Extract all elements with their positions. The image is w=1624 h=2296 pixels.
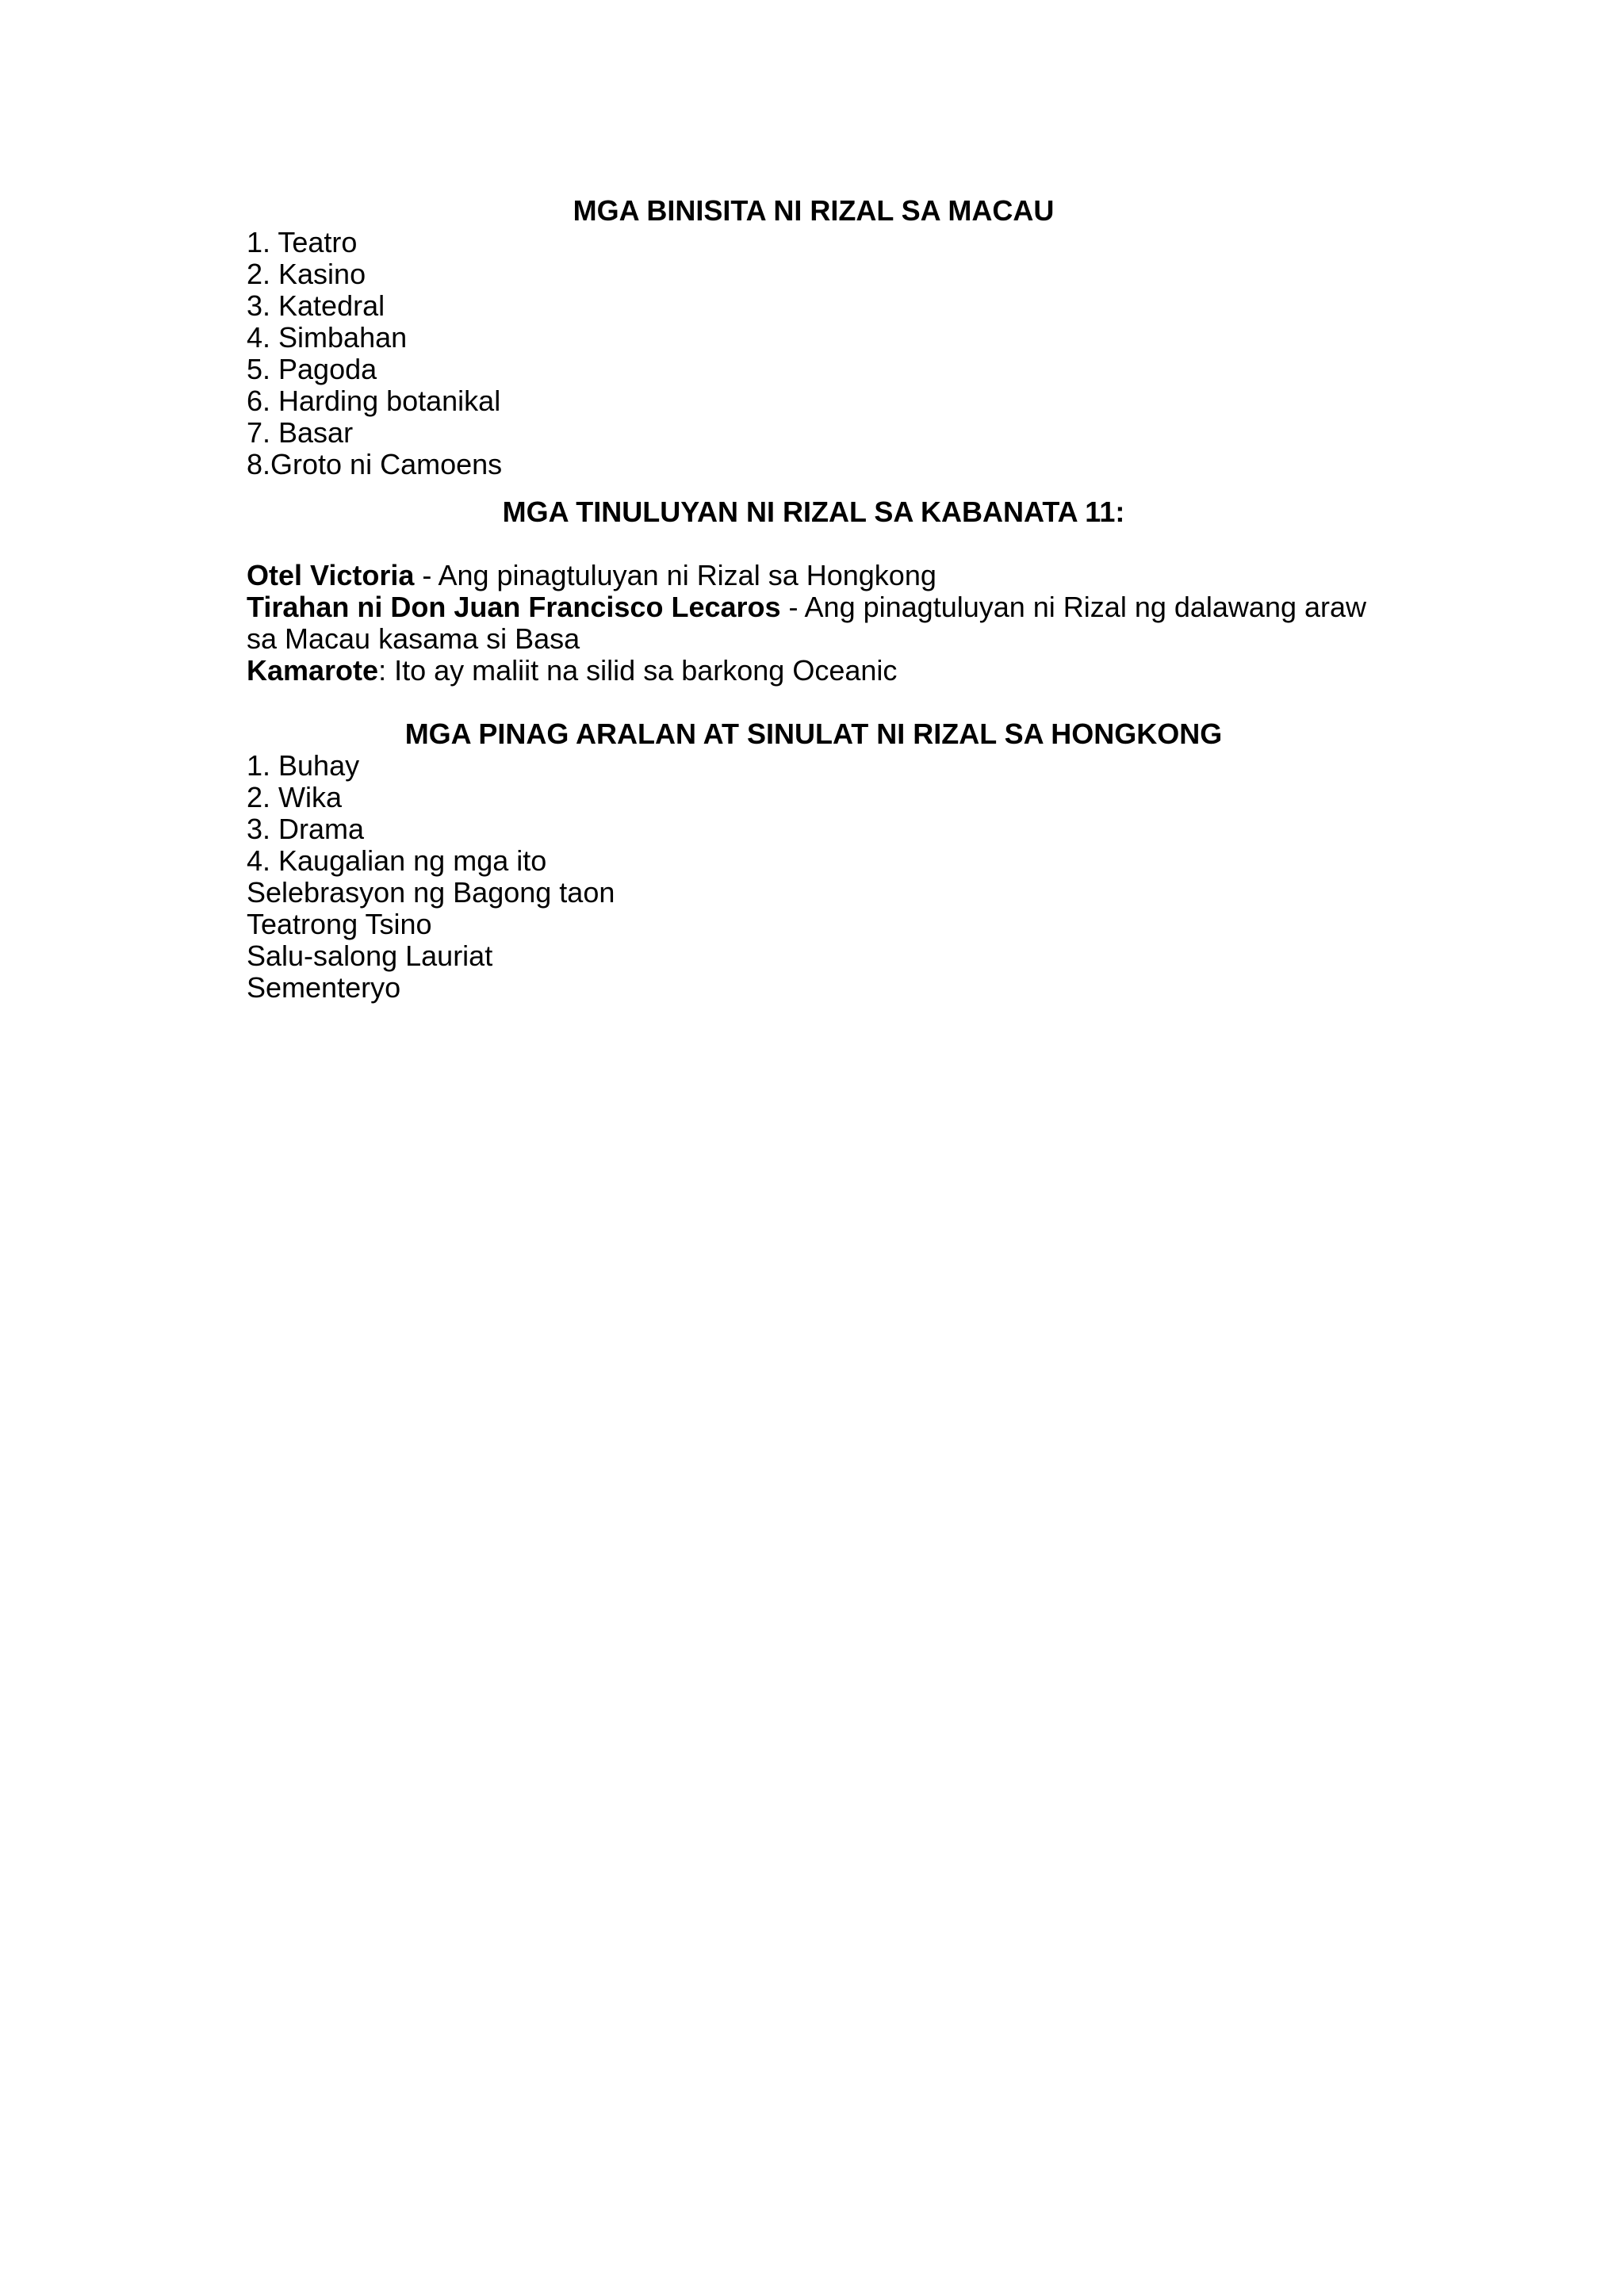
- list-item: Teatrong Tsino: [247, 908, 432, 940]
- definition-text: Ang pinagtuluyan ni Rizal ng dalawang araw sa Macau kasama si Basa: [247, 591, 1367, 655]
- list-item: Salu-salong Lauriat: [247, 939, 493, 972]
- definition-term: Tirahan ni Don Juan Francisco Lecaros: [247, 591, 781, 623]
- definition-entry: [247, 655, 1381, 687]
- list-item: 3. Drama: [247, 813, 365, 845]
- hongkong-studies-list: [247, 750, 1381, 1004]
- definition-entry: [247, 591, 1381, 655]
- lodging-definitions: [247, 560, 1381, 687]
- definition-term: Otel Victoria: [247, 559, 415, 591]
- list-item: 6. Harding botanikal: [247, 385, 501, 417]
- list-item: 2. Wika: [247, 781, 343, 813]
- definition-entry: [247, 560, 1381, 591]
- section-heading-hongkong: MGA PINAG ARALAN AT SINULAT NI RIZAL SA HONGKONG: [404, 718, 1223, 750]
- list-item: 4. Kaugalian ng mga ito: [247, 844, 547, 877]
- list-item: 7. Basar: [247, 416, 354, 449]
- definition-separator: -: [780, 591, 805, 623]
- definition-term: Kamarote: [247, 654, 379, 687]
- list-item: Selebrasyon ng Bagong taon: [247, 876, 615, 909]
- section-heading-macau: MGA BINISITA NI RIZAL SA MACAU: [573, 194, 1055, 227]
- list-item: 1. Buhay: [247, 749, 360, 782]
- document-page: [247, 195, 1381, 1004]
- definition-separator: :: [378, 654, 395, 687]
- list-item: 1. Teatro: [247, 226, 358, 258]
- macau-visits-list: [247, 227, 1381, 480]
- list-item: 2. Kasino: [247, 258, 366, 290]
- list-item: 5. Pagoda: [247, 353, 377, 385]
- list-item: 4. Simbahan: [247, 321, 408, 354]
- section-heading-tinuluyan: MGA TINULUYAN NI RIZAL SA KABANATA 11:: [502, 496, 1125, 528]
- list-item: Sementeryo: [247, 971, 401, 1004]
- definition-text: Ang pinagtuluyan ni Rizal sa Hongkong: [438, 559, 936, 591]
- list-item: 3. Katedral: [247, 289, 385, 322]
- definition-text: Ito ay maliit na silid sa barkong Oceanic: [394, 654, 898, 687]
- list-item: 8.Groto ni Camoens: [247, 448, 503, 480]
- definition-separator: -: [414, 559, 439, 591]
